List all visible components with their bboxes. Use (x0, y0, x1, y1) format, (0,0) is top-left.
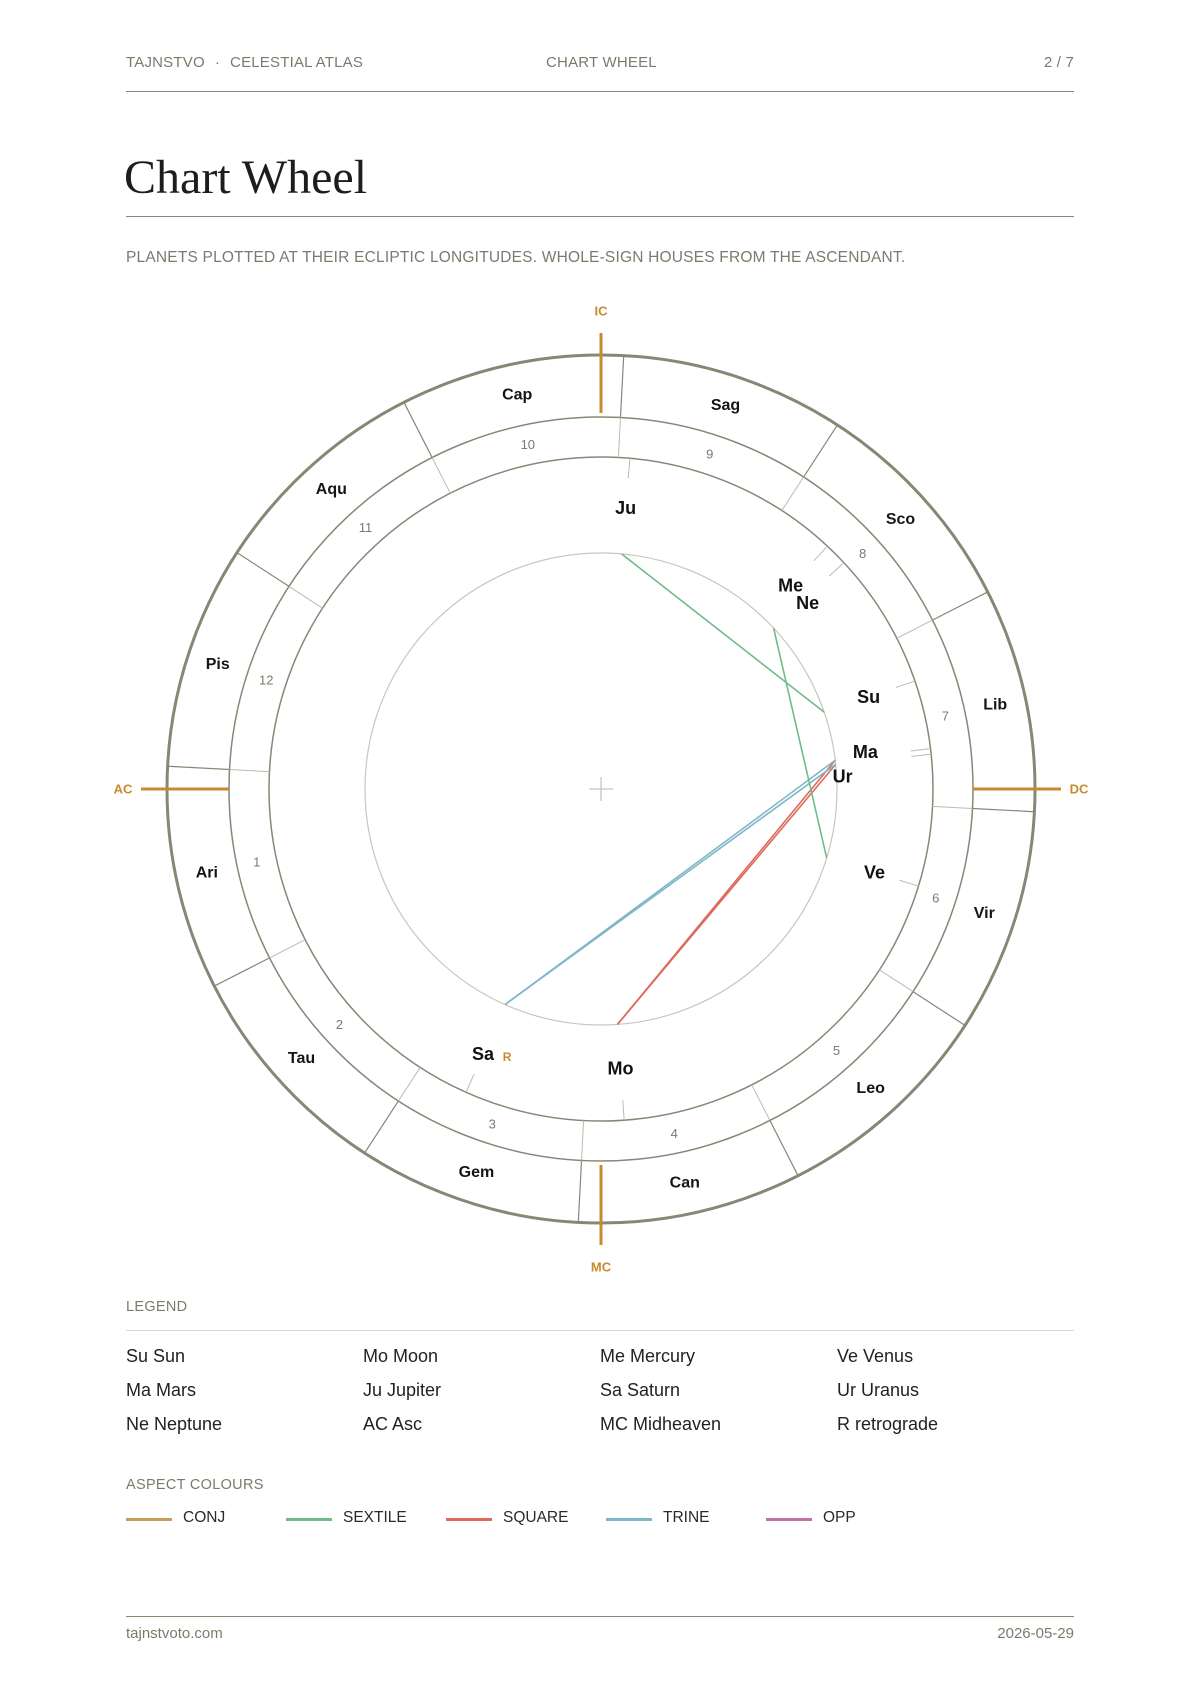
sign-divider (770, 1120, 798, 1175)
footer-site: tajnstvoto.com (126, 1625, 223, 1642)
legend-item: Su Sun (126, 1346, 186, 1366)
legend-item: R retrograde (837, 1414, 939, 1434)
house-divider (897, 620, 933, 638)
planet-me: Me (778, 575, 804, 596)
legend-item: Ne Neptune (126, 1414, 223, 1434)
aspect-label: TRINE (663, 1509, 710, 1526)
angle-label-ac: AC (113, 781, 133, 797)
sign-label-leo: Leo (856, 1079, 885, 1097)
planet-ju: Ju (615, 498, 637, 519)
sign-divider (932, 592, 987, 620)
sign-label-aqu: Aqu (315, 481, 347, 499)
planet-ur: Ur (832, 766, 853, 787)
house-divider (618, 418, 620, 458)
sign-label-sag: Sag (710, 397, 741, 415)
house-divider (230, 770, 270, 772)
house-number: 12 (258, 672, 274, 688)
planet-sa: Sa (472, 1043, 495, 1064)
house-divider (270, 940, 306, 958)
legend-item: Ve Venus (837, 1346, 914, 1366)
sign-label-tau: Tau (287, 1050, 316, 1068)
aspect-label: SEXTILE (343, 1509, 407, 1526)
planet-tick-ma (911, 754, 931, 756)
house-number: 1 (253, 854, 261, 870)
sign-label-vir: Vir (973, 905, 995, 923)
house-number: 7 (941, 708, 949, 724)
sign-divider (620, 356, 623, 418)
house-divider (432, 458, 450, 494)
legend-item: Me Mercury (600, 1346, 696, 1366)
house-divider (933, 806, 973, 808)
legend-item: Ur Uranus (837, 1380, 920, 1400)
legend-item: Sa Saturn (600, 1380, 681, 1400)
page-subtitle: PLANETS PLOTTED AT THEIR ECLIPTIC LONGITUDES. WHOLE-SIGN HOUSES FROM THE ASCENDANT. (126, 249, 906, 266)
aspect-colours-title: ASPECT COLOURS (126, 1477, 264, 1493)
sign-divider (578, 1160, 581, 1222)
page-title: Chart Wheel (124, 151, 368, 204)
legend-item: Ma Mars (126, 1380, 197, 1400)
planet-tick-su (896, 681, 915, 688)
house-divider (582, 1121, 584, 1161)
planet-tick-me (829, 563, 844, 577)
house-number: 9 (706, 446, 714, 462)
planet-ma: Ma (852, 741, 878, 762)
sign-label-cap: Cap (502, 386, 533, 404)
planet-tick-ve (899, 880, 918, 886)
aspect-line-square-mo-ur (617, 760, 835, 1024)
sign-divider (214, 958, 269, 986)
aspect-line-trine-sa-ur (505, 760, 835, 1004)
legend-title: LEGEND (126, 1299, 188, 1315)
house-number: 8 (858, 545, 867, 561)
house-divider (782, 477, 804, 511)
legend-item: MC Midheaven (600, 1414, 722, 1434)
sign-label-pis: Pis (205, 655, 230, 673)
sign-divider (804, 425, 838, 477)
aspect-swatch (286, 1518, 332, 1521)
sign-divider (972, 808, 1034, 811)
house-divider (752, 1085, 770, 1121)
sign-label-gem: Gem (458, 1163, 495, 1181)
planet-tick-ur (911, 749, 931, 751)
house-divider (289, 586, 323, 608)
planet-su: Su (857, 686, 881, 707)
sign-label-lib: Lib (983, 696, 1008, 714)
angle-label-ic: IC (594, 303, 608, 319)
page-number: 2 / 7 (1043, 54, 1074, 71)
house-number: 3 (488, 1116, 496, 1132)
header-center: CHART WHEEL (546, 54, 657, 71)
aspect-label: SQUARE (503, 1509, 569, 1526)
aspect-swatch (606, 1518, 652, 1521)
house-number: 2 (335, 1017, 344, 1033)
legend-item: Mo Moon (363, 1346, 439, 1366)
house-divider (398, 1067, 420, 1101)
sign-divider (913, 992, 965, 1026)
planet-tick-ju (628, 458, 630, 478)
angle-label-mc: MC (590, 1259, 612, 1275)
sign-divider (168, 766, 230, 769)
sign-divider (365, 1101, 399, 1153)
aspect-swatch (446, 1518, 492, 1521)
angle-label-dc: DC (1069, 781, 1089, 797)
sign-divider (404, 402, 432, 457)
header-brand: TAJNSTVO (126, 54, 205, 71)
footer-date: 2026-05-29 (997, 1625, 1074, 1642)
aspect-swatch (126, 1518, 172, 1521)
sign-divider (237, 553, 289, 587)
legend-item: AC Asc (363, 1414, 423, 1434)
planet-tick-ne (814, 546, 828, 561)
planet-tick-sa (466, 1074, 474, 1092)
house-number: 4 (670, 1125, 678, 1141)
house-divider (879, 970, 913, 992)
sign-label-ari: Ari (195, 864, 218, 882)
house-number: 5 (832, 1043, 841, 1059)
planet-mo: Mo (607, 1058, 634, 1079)
aspect-swatch (766, 1518, 812, 1521)
header-section: CELESTIAL ATLAS (230, 54, 364, 71)
aspect-label: OPP (823, 1509, 856, 1526)
planet-tick-mo (623, 1100, 624, 1120)
planet-ve: Ve (863, 862, 886, 883)
sign-label-sco: Sco (885, 510, 916, 528)
legend-rule (126, 1330, 1074, 1331)
sign-label-can: Can (669, 1174, 700, 1192)
legend-item: Ju Jupiter (363, 1380, 442, 1400)
aspect-label: CONJ (183, 1509, 226, 1526)
footer-rule (126, 1616, 1074, 1617)
planet-ne: Ne (796, 592, 820, 613)
header-separator: · (214, 54, 221, 71)
house-number: 6 (932, 890, 940, 906)
retrograde-marker-sa: R (502, 1049, 512, 1064)
house-number: 10 (520, 437, 536, 453)
house-number: 11 (358, 519, 373, 535)
